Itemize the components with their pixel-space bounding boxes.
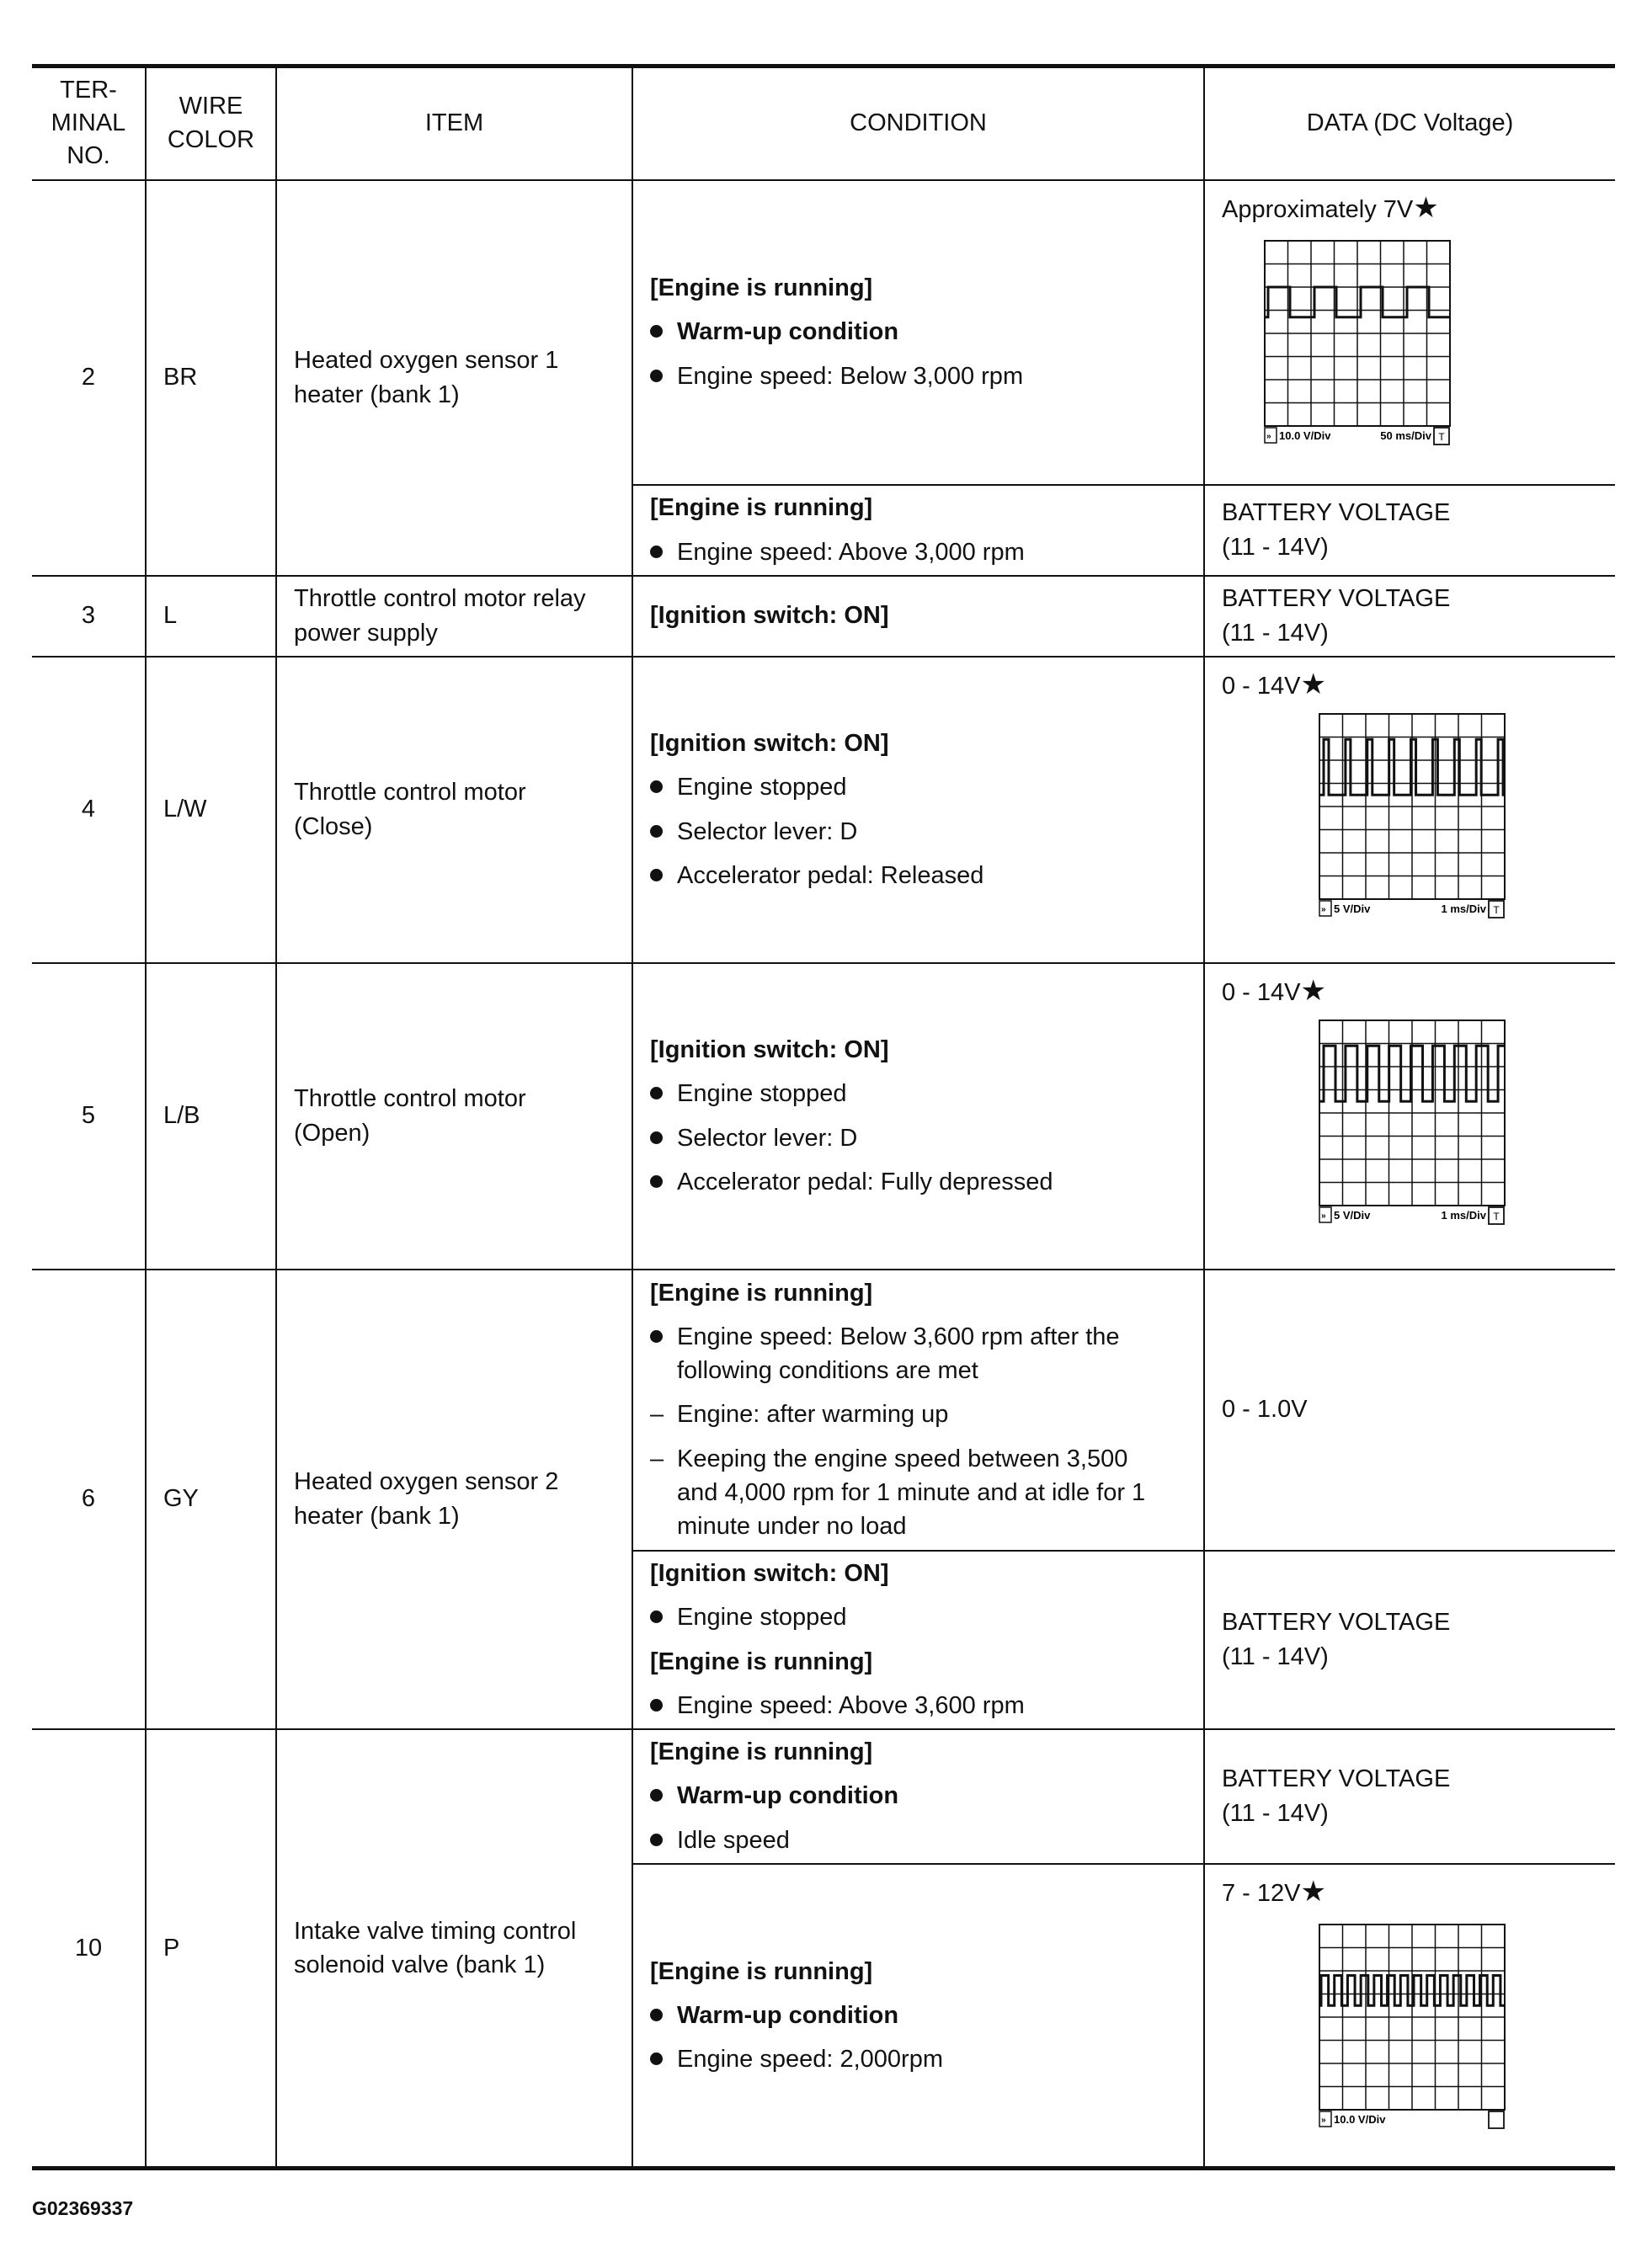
data-cell bbox=[1204, 1864, 1615, 2169]
condition-heading: [Ignition switch: ON] bbox=[650, 1560, 889, 1588]
wire-color: L/B bbox=[146, 963, 276, 1270]
bullet-dot-icon bbox=[650, 1087, 663, 1099]
condition-item: Engine stopped bbox=[677, 1080, 847, 1108]
item-line: (Close) bbox=[294, 812, 373, 840]
data-value: BATTERY VOLTAGE bbox=[1222, 499, 1451, 527]
wire-color: P bbox=[146, 1729, 276, 2169]
scope-volts-label: 5 V/Div bbox=[1334, 902, 1371, 915]
scope-mode-icon: » bbox=[1266, 431, 1271, 441]
bullet-dot-icon bbox=[650, 780, 663, 793]
dash-mark: – bbox=[650, 1445, 664, 1472]
bullet-dot-icon bbox=[650, 2052, 663, 2065]
header-wire-color bbox=[146, 67, 276, 180]
wire-color: BR bbox=[146, 180, 276, 576]
condition-cell bbox=[632, 180, 1204, 485]
table-row bbox=[32, 657, 1615, 963]
header-terminal-line2: MINAL bbox=[51, 109, 126, 137]
star-icon: ★ bbox=[1413, 191, 1439, 224]
condition-heading: [Engine is running] bbox=[650, 1648, 873, 1675]
scope-time-label: 1 ms/Div bbox=[1441, 902, 1486, 915]
data-cell bbox=[1204, 180, 1615, 485]
condition-heading: [Engine is running] bbox=[650, 1280, 873, 1307]
bullet-dot-icon bbox=[650, 1834, 663, 1846]
data-value: BATTERY VOLTAGE bbox=[1222, 1765, 1451, 1793]
oscilloscope-waveform bbox=[1264, 240, 1451, 447]
condition-heading: [Ignition switch: ON] bbox=[650, 602, 889, 630]
scope-volts-label: 10.0 V/Div bbox=[1279, 429, 1331, 442]
condition-item: Warm-up condition bbox=[677, 2001, 899, 2029]
condition-item: Selector lever: D bbox=[677, 1124, 858, 1152]
data-cell bbox=[1204, 576, 1615, 657]
scope-trigger-label: T bbox=[1493, 903, 1500, 916]
terminal-no: 5 bbox=[32, 963, 146, 1270]
data-cell bbox=[1204, 657, 1615, 963]
condition-cell bbox=[632, 1270, 1204, 1551]
table-row bbox=[32, 1729, 1615, 1864]
terminal-no: 6 bbox=[32, 1270, 146, 1729]
scope-trigger-label: T bbox=[1493, 1210, 1500, 1222]
item-line: heater (bank 1) bbox=[294, 1502, 460, 1530]
condition-item: Selector lever: D bbox=[677, 817, 858, 845]
condition-item: Engine speed: Above 3,000 rpm bbox=[677, 538, 1025, 566]
header-item: ITEM bbox=[276, 67, 632, 180]
star-icon: ★ bbox=[1300, 668, 1326, 700]
condition-cell bbox=[632, 1551, 1204, 1729]
bullet-dot-icon bbox=[650, 869, 663, 881]
data-value: (11 - 14V) bbox=[1222, 1799, 1329, 1827]
condition-heading: [Ignition switch: ON] bbox=[650, 1036, 889, 1064]
data-value: 7 - 12V bbox=[1222, 1879, 1301, 1907]
condition-heading: [Ignition switch: ON] bbox=[650, 730, 889, 758]
header-terminal-line1: TER- bbox=[60, 76, 117, 104]
terminal-no: 10 bbox=[32, 1729, 146, 2169]
bullet-dot-icon bbox=[650, 325, 663, 338]
condition-heading: [Engine is running] bbox=[650, 494, 873, 522]
bullet-dot-icon bbox=[650, 825, 663, 838]
condition-item: Idle speed bbox=[677, 1826, 790, 1854]
item-cell bbox=[276, 1729, 632, 2169]
condition-cell bbox=[632, 576, 1204, 657]
data-value: 0 - 14V bbox=[1222, 978, 1301, 1006]
scope-trigger-label: T bbox=[1438, 430, 1445, 443]
data-value: 0 - 14V bbox=[1222, 672, 1301, 700]
bullet-dot-icon bbox=[650, 1175, 663, 1188]
condition-item: Accelerator pedal: Released bbox=[677, 861, 984, 889]
header-terminal-line3: NO. bbox=[67, 142, 110, 170]
condition-item: Engine speed: Below 3,000 rpm bbox=[677, 362, 1024, 390]
condition-item: Accelerator pedal: Fully depressed bbox=[677, 1168, 1053, 1195]
item-line: power supply bbox=[294, 619, 438, 647]
wire-color: L bbox=[146, 576, 276, 657]
table-row bbox=[32, 576, 1615, 657]
ecm-terminal-table bbox=[32, 64, 1615, 2170]
condition-heading: [Engine is running] bbox=[650, 274, 873, 302]
oscilloscope-waveform bbox=[1319, 713, 1506, 920]
condition-item: Engine speed: Above 3,600 rpm bbox=[677, 1691, 1025, 1719]
bullet-dot-icon bbox=[650, 1699, 663, 1712]
wire-color: L/W bbox=[146, 657, 276, 963]
condition-item: Engine: after warming up bbox=[677, 1401, 949, 1429]
condition-item: Engine speed: Below 3,600 rpm after the bbox=[677, 1323, 1120, 1351]
star-icon: ★ bbox=[1300, 1875, 1326, 1908]
item-cell bbox=[276, 180, 632, 576]
scope-volts-label: 10.0 V/Div bbox=[1334, 2112, 1386, 2126]
data-value: (11 - 14V) bbox=[1222, 1642, 1329, 1670]
item-line: heater (bank 1) bbox=[294, 381, 460, 408]
data-cell bbox=[1204, 1729, 1615, 1864]
condition-item: Engine stopped bbox=[677, 1604, 847, 1632]
oscilloscope-waveform bbox=[1319, 1020, 1506, 1227]
condition-heading: [Engine is running] bbox=[650, 1738, 873, 1766]
header-row bbox=[32, 67, 1615, 180]
condition-cell bbox=[632, 485, 1204, 576]
data-value: BATTERY VOLTAGE bbox=[1222, 1609, 1451, 1637]
data-value: (11 - 14V) bbox=[1222, 619, 1329, 647]
data-cell bbox=[1204, 963, 1615, 1270]
table-row bbox=[32, 963, 1615, 1270]
bullet-dot-icon bbox=[650, 1789, 663, 1802]
item-line: Throttle control motor relay bbox=[294, 585, 586, 613]
star-icon: ★ bbox=[1300, 974, 1326, 1007]
scope-mode-icon: » bbox=[1321, 2115, 1326, 2125]
condition-item: and 4,000 rpm for 1 minute and at idle for 1 bbox=[677, 1478, 1146, 1506]
data-value: BATTERY VOLTAGE bbox=[1222, 585, 1451, 613]
oscilloscope-waveform bbox=[1319, 1924, 1506, 2131]
item-line: Heated oxygen sensor 2 bbox=[294, 1468, 559, 1496]
dash-mark: – bbox=[650, 1401, 664, 1429]
item-line: Intake valve timing control bbox=[294, 1917, 577, 1945]
condition-cell bbox=[632, 1864, 1204, 2169]
header-condition: CONDITION bbox=[632, 67, 1204, 180]
condition-cell bbox=[632, 963, 1204, 1270]
scope-mode-icon: » bbox=[1321, 904, 1326, 914]
scope-time-label: 50 ms/Div bbox=[1380, 429, 1431, 442]
data-cell bbox=[1204, 1551, 1615, 1729]
condition-item: Engine stopped bbox=[677, 774, 847, 801]
bullet-dot-icon bbox=[650, 1610, 663, 1623]
item-line: (Open) bbox=[294, 1119, 370, 1147]
condition-cell bbox=[632, 1729, 1204, 1864]
data-value: 0 - 1.0V bbox=[1222, 1396, 1308, 1424]
item-cell bbox=[276, 657, 632, 963]
header-wire-line1: WIRE bbox=[179, 93, 243, 120]
condition-heading: [Engine is running] bbox=[650, 1957, 873, 1985]
condition-item: Keeping the engine speed between 3,500 bbox=[677, 1445, 1128, 1472]
item-cell bbox=[276, 1270, 632, 1729]
bullet-dot-icon bbox=[650, 2009, 663, 2021]
terminal-no: 4 bbox=[32, 657, 146, 963]
bullet-dot-icon bbox=[650, 1330, 663, 1343]
table-row bbox=[32, 180, 1615, 485]
item-cell bbox=[276, 963, 632, 1270]
bullet-dot-icon bbox=[650, 370, 663, 382]
scope-trigger-box bbox=[1489, 2111, 1504, 2128]
scope-volts-label: 5 V/Div bbox=[1334, 1208, 1371, 1222]
scope-mode-icon: » bbox=[1321, 1211, 1326, 1221]
table-row bbox=[32, 1270, 1615, 1551]
terminal-no: 3 bbox=[32, 576, 146, 657]
item-line: Throttle control motor bbox=[294, 779, 526, 807]
data-cell bbox=[1204, 485, 1615, 576]
condition-item: Warm-up condition bbox=[677, 318, 899, 346]
condition-item: Engine speed: 2,000rpm bbox=[677, 2045, 943, 2073]
condition-item: Warm-up condition bbox=[677, 1782, 899, 1810]
terminal-no: 2 bbox=[32, 180, 146, 576]
condition-cell bbox=[632, 657, 1204, 963]
data-cell bbox=[1204, 1270, 1615, 1551]
wire-color: GY bbox=[146, 1270, 276, 1729]
header-terminal-no bbox=[32, 67, 146, 180]
scope-time-label: 1 ms/Div bbox=[1441, 1208, 1486, 1222]
bullet-dot-icon bbox=[650, 1131, 663, 1144]
bullet-dot-icon bbox=[650, 546, 663, 558]
item-line: Throttle control motor bbox=[294, 1085, 526, 1113]
item-line: Heated oxygen sensor 1 bbox=[294, 347, 559, 375]
data-value: Approximately 7V bbox=[1222, 195, 1414, 223]
figure-code: G02369337 bbox=[32, 2197, 134, 2219]
data-value: (11 - 14V) bbox=[1222, 533, 1329, 561]
header-data: DATA (DC Voltage) bbox=[1204, 67, 1615, 180]
condition-item: minute under no load bbox=[677, 1512, 907, 1540]
header-wire-line2: COLOR bbox=[167, 125, 255, 153]
item-cell bbox=[276, 576, 632, 657]
terminal-data-sheet bbox=[32, 64, 1615, 2170]
item-line: solenoid valve (bank 1) bbox=[294, 1951, 546, 1978]
condition-item: following conditions are met bbox=[677, 1357, 978, 1385]
